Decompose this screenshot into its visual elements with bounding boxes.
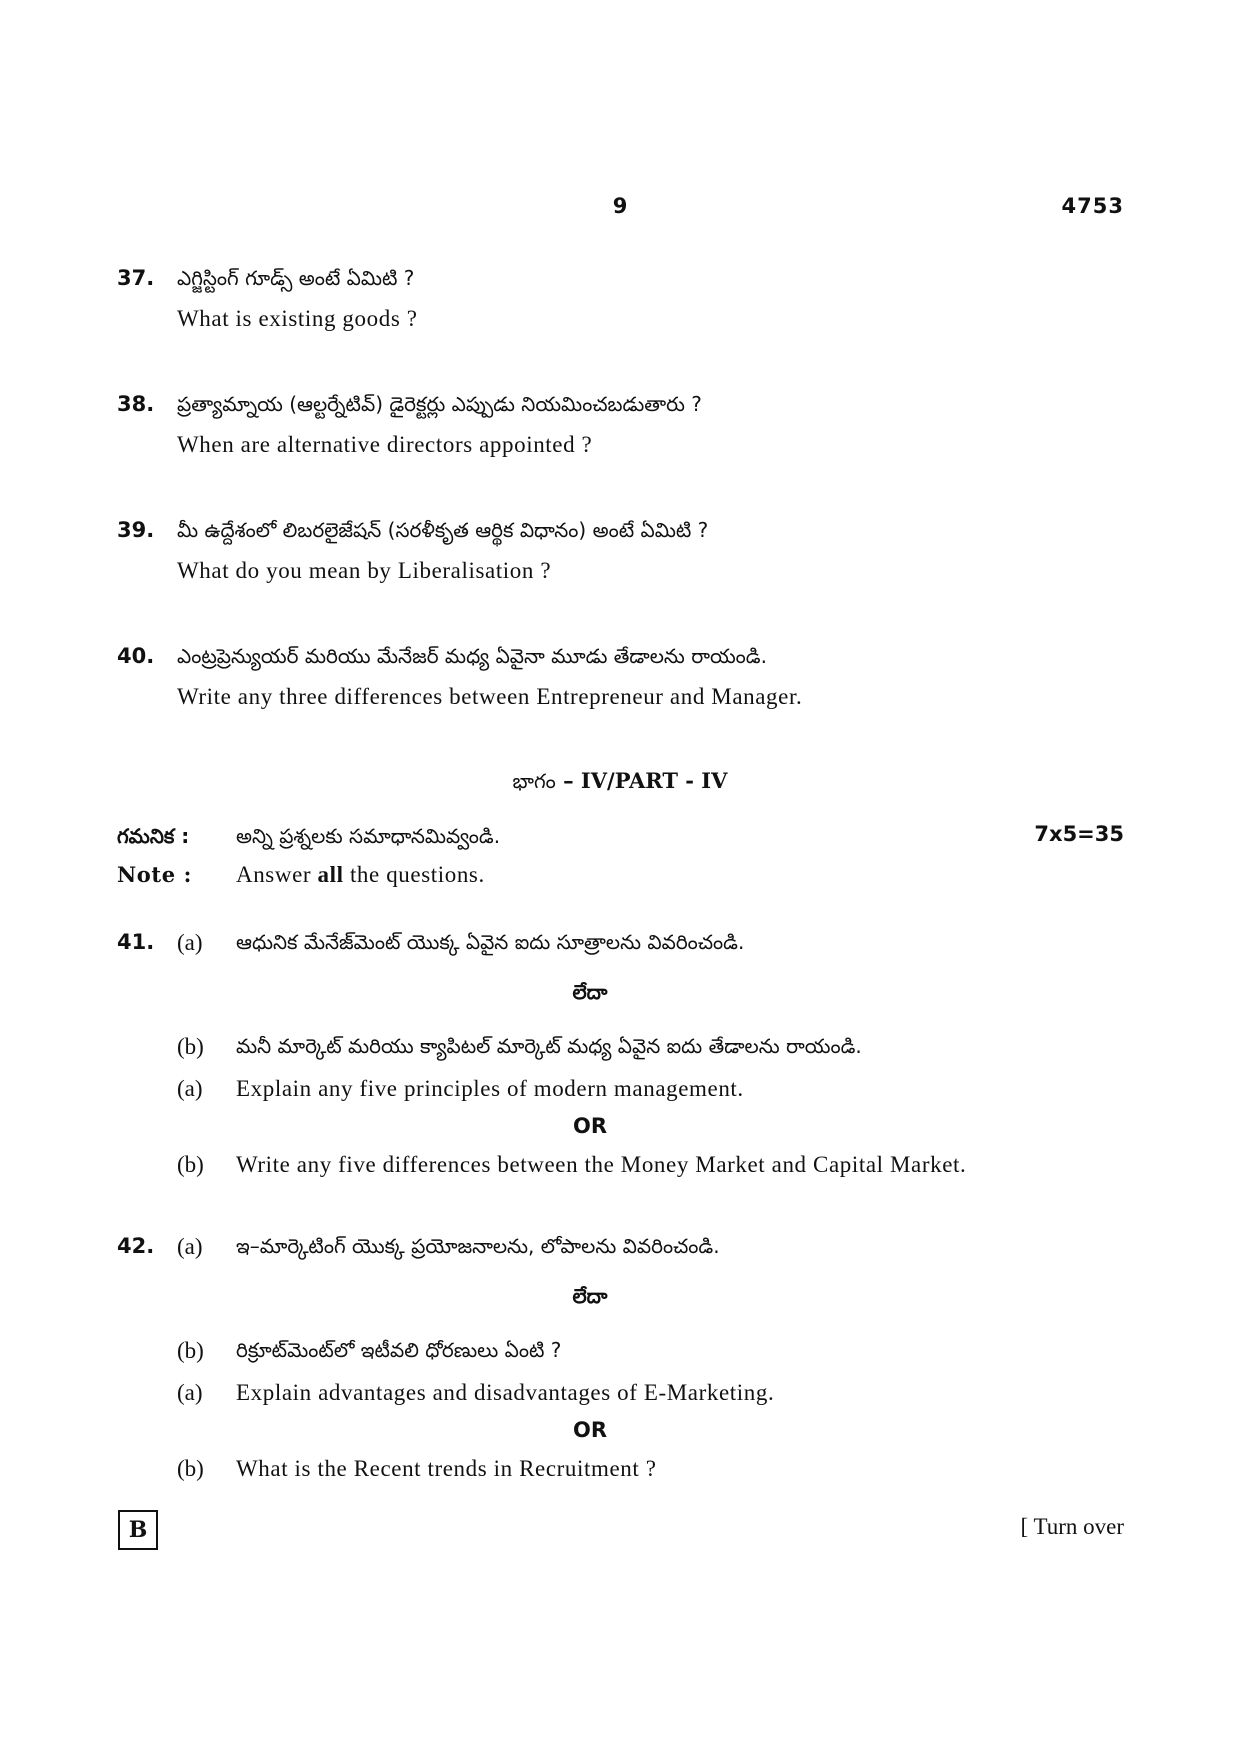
- question-number: 38.: [117, 392, 155, 416]
- option-label: (a): [177, 930, 203, 955]
- note-text-part: the questions.: [343, 862, 485, 887]
- option-a-telugu: ఇ–మార్కెటింగ్ యొక్క ప్రయోజనాలను, లోపాలను వివరించండి.: [236, 1234, 720, 1258]
- option-a-english: Explain any five principles of modern management.: [236, 1076, 744, 1101]
- option-a-telugu: ఆధునిక మేనేజ్‌మెంట్ యొక్క ఏవైన ఐదు సూత్రాలను వివరించండి.: [236, 930, 745, 954]
- series-letter-box: B: [118, 1510, 158, 1550]
- note-text-english: [236, 862, 485, 888]
- or-separator-telugu: లేదా: [572, 980, 608, 1004]
- note-text-emphasis: all: [317, 862, 344, 887]
- question-english-text: What is existing goods ?: [177, 306, 418, 331]
- note-text-telugu: అన్ని ప్రశ్నలకు సమాధానమివ్వండి.: [236, 824, 501, 848]
- or-separator-telugu: లేదా: [572, 1284, 608, 1308]
- option-a-english: Explain advantages and disadvantages of E-Marketing.: [236, 1380, 775, 1405]
- option-label: (b): [177, 1152, 204, 1177]
- question-number: 42.: [117, 1234, 155, 1258]
- marks-allocation: 7x5=35: [1034, 822, 1124, 846]
- option-label: (a): [177, 1380, 203, 1405]
- option-label: (b): [177, 1456, 204, 1481]
- option-label: (b): [177, 1034, 204, 1059]
- option-b-english: What is the Recent trends in Recruitment ?: [236, 1456, 657, 1481]
- part-heading-telugu: భాగం: [512, 769, 556, 793]
- question-number: 40.: [117, 644, 155, 668]
- question-telugu-text: ప్రత్యామ్నాయ (ఆల్టర్నేటివ్) డైరెక్టర్లు ఎప్పుడు నియమించబడుతారు ?: [177, 392, 702, 416]
- or-separator-english: OR: [572, 1418, 608, 1442]
- option-b-telugu: రిక్రూట్‌మెంట్‌లో ఇటీవలి ధోరణులు ఏంటి ?: [236, 1338, 562, 1362]
- turn-over-note: [ Turn over: [1020, 1514, 1124, 1539]
- part-heading: [0, 768, 1240, 798]
- option-label: (b): [177, 1338, 204, 1363]
- question-english-text: What do you mean by Liberalisation ?: [177, 558, 552, 583]
- question-telugu-text: మీ ఉద్దేశంలో లిబరలైజేషన్ (సరళీకృత ఆర్థిక విధానం) అంటే ఏమిటి ?: [177, 518, 709, 542]
- or-separator-english: OR: [572, 1114, 608, 1138]
- option-label: (a): [177, 1076, 203, 1101]
- page-number: 9: [612, 194, 628, 218]
- option-b-telugu: మనీ మార్కెట్ మరియు క్యాపిటల్ మార్కెట్ మధ్య ఏవైన ఐదు తేడాలను రాయండి.: [236, 1034, 862, 1058]
- note-label-english: Note :: [117, 862, 192, 887]
- note-text-part: Answer: [236, 862, 318, 887]
- question-number: 37.: [117, 266, 155, 290]
- question-english-text: When are alternative directors appointed ?: [177, 432, 593, 457]
- option-b-english: Write any five differences between the Money Market and Capital Market.: [236, 1152, 967, 1177]
- question-english-text: Write any three differences between Entrepreneur and Manager.: [177, 684, 803, 709]
- part-heading-english: – IV/PART - IV: [555, 768, 728, 793]
- question-telugu-text: ఎగ్జిస్టింగ్ గూడ్స్ అంటే ఏమిటి ?: [177, 266, 415, 290]
- option-label: (a): [177, 1234, 203, 1259]
- question-telugu-text: ఎంట్రప్రెన్యుయర్ మరియు మేనేజర్ మధ్య ఏవైనా మూడు తేడాలను రాయండి.: [177, 644, 767, 668]
- question-number: 39.: [117, 518, 155, 542]
- question-number: 41.: [117, 930, 155, 954]
- note-label-telugu: గమనిక :: [117, 824, 190, 848]
- paper-code: 4753: [1061, 194, 1124, 218]
